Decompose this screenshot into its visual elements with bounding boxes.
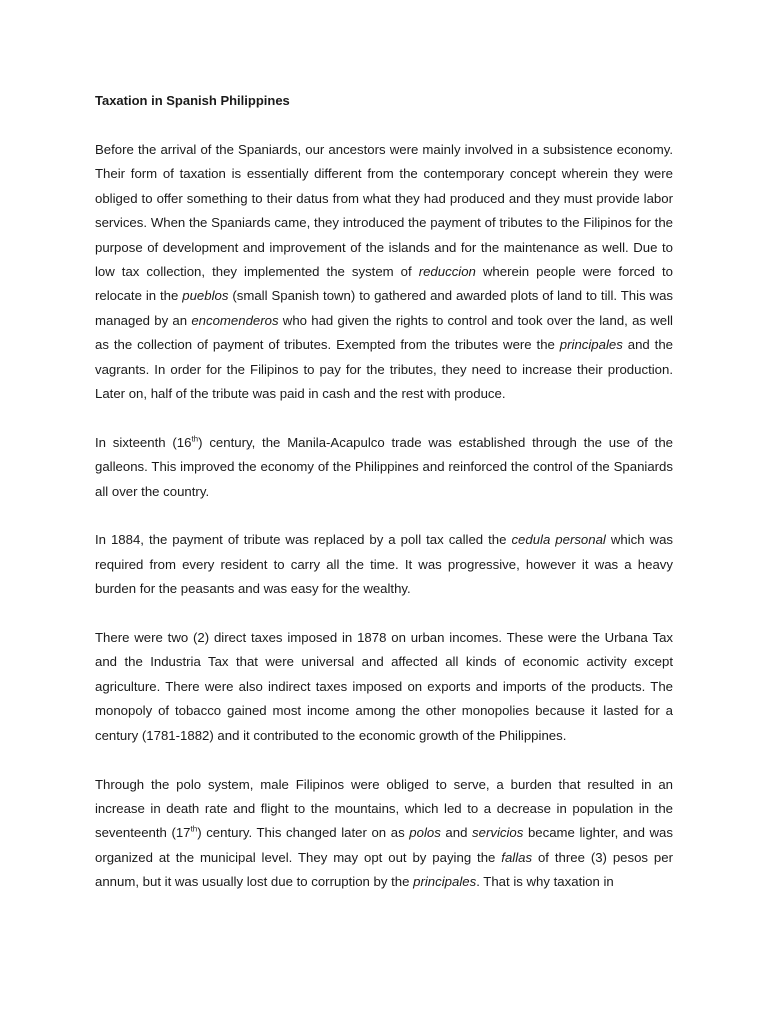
paragraph-5-text-d: became lighter, and was organized at the municipal level. They may opt out by paying the [95,825,673,865]
term-principales: principales [413,874,477,890]
paragraph-1-text-c: (small Spanish town) to gathered and awarded plots of land to till. This was managed by an [95,288,673,328]
paragraph-5-text-f: . That is why taxation in [476,874,614,890]
paragraph-2-text-b: ) century, the Manila-Acapulco trade was established through the use of the galleons. This improved the economy of the Philippines and reinforced the control of the Spaniards all over the country. [95,434,673,499]
ordinal-superscript: th [190,824,198,834]
paragraph-4-text-a: There were two (2) direct taxes imposed in 1878 on urban incomes. These were the Urbana Tax and the Industria Tax that were universal and affected all kinds of economic activity except agriculture. There were also indirect taxes imposed on exports and imports of the products. The monopoly of tobacco gained most income among the other monopolies because it lasted for a century (1781-1882) and it contributed to the economic growth of the Philippines. [95,630,673,743]
term-encomenderos: encomenderos [191,312,279,328]
paragraph-1-text-a: Before the arrival of the Spaniards, our ancestors were mainly involved in a subsistence economy. Their form of taxation is essentially different from the contemporary concept wherein they were obliged to offer something to their datus from what they had produced and they must provide labor services. When the Spaniards came, they introduced the payment of tributes to the Filipinos for the purpose of development and improvement of the islands and for the maintenance as well. Due to low tax collection, they implemented the system of [95,142,673,280]
term-principales: principales [559,337,623,353]
paragraph-5-text-b: ) century. This changed later on as [197,825,410,841]
term-fallas: fallas [501,849,533,865]
paragraph-3-text-a: In 1884, the payment of tribute was replaced by a poll tax called the [95,532,512,548]
paragraph-1-text-d: who had given the rights to control and took over the land, as well as the collection of payment of tributes. Exempted from the tributes were the [95,312,673,353]
paragraph-5-text-a: Through the polo system, male Filipinos were obliged to serve, a burden that resulted in an increase in death rate and flight to the mountains, which led to a decrease in population in the seventeenth (17 [95,776,673,841]
paragraph-5-text-c: and [440,825,473,841]
term-reduccion: reduccion [418,264,476,280]
paragraph-3 [95,528,673,601]
paragraph-1-text-b: wherein people were forced to relocate in the [95,264,674,304]
paragraph-1-text-e: and the vagrants. In order for the Filipinos to pay for the tributes, they need to increase their production. Later on, half of the tribute was paid in cash and the rest with produce. [95,337,673,402]
term-servicios: servicios [472,825,524,841]
term-polos: polos [409,825,441,841]
paragraph-4 [95,626,673,748]
paragraph-2-text-a: In sixteenth (16 [95,434,192,450]
paragraph-2 [95,431,673,504]
paragraph-5 [95,773,673,895]
paragraph-3-text-b: which was required from every resident to carry all the time. It was progressive, however it was a heavy burden for the peasants and was easy for the wealthy. [95,532,673,597]
term-pueblos: pueblos [182,288,229,304]
paragraph-5-text-e: of three (3) pesos per annum, but it was usually lost due to corruption by the [95,849,673,890]
document-title: Taxation in Spanish Philippines [95,93,290,108]
term-cedula-personal: cedula personal [511,532,606,548]
ordinal-superscript: th [191,434,199,444]
paragraph-1 [95,138,673,406]
